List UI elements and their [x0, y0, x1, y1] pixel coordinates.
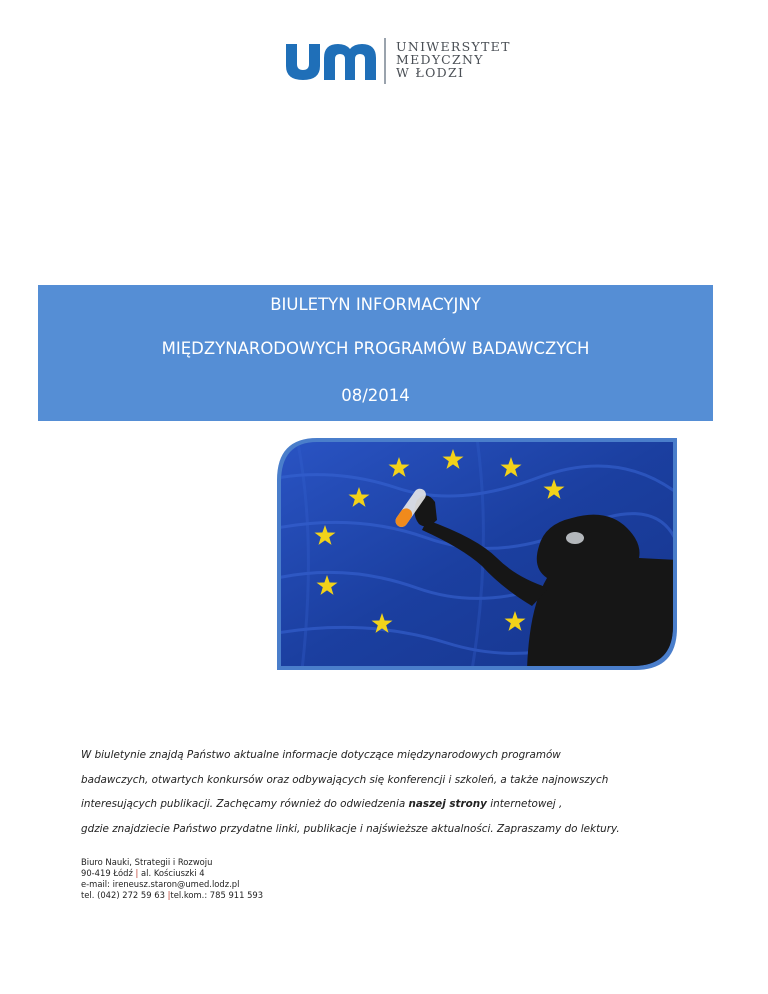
website-link[interactable]: naszej strony — [408, 798, 487, 810]
logo-divider — [384, 38, 386, 84]
office-name: Biuro Nauki, Strategii i Rozwoju — [81, 857, 213, 867]
banner-issue-date: 08/2014 — [341, 386, 410, 405]
intro-line: badawczych, otwartych konkursów oraz odbywających się konferencji i szkoleń, a także najnowszych — [81, 773, 609, 786]
university-logo — [286, 38, 526, 86]
banner-subtitle: MIĘDZYNARODOWYCH PROGRAMÓW BADAWCZYCH — [161, 339, 590, 358]
separator: | — [167, 890, 171, 900]
logo-line-2: MEDYCZNY — [396, 52, 484, 67]
intro-paragraph — [81, 743, 701, 841]
title-banner — [38, 285, 713, 421]
logo-line-1: UNIWERSYTET — [396, 39, 511, 54]
um-logo-icon — [286, 44, 378, 80]
postcode: 90-419 Łódź — [81, 868, 133, 878]
intro-text: internetowej , — [486, 798, 563, 810]
intro-line: gdzie znajdziecie Państwo przydatne linki, publikacje i najświeższe aktualności. Zapraszamy do lektury. — [81, 822, 620, 835]
banner-title: BIULETYN INFORMACYJNY — [270, 295, 481, 314]
logo-line-3: W ŁODZI — [396, 65, 465, 80]
intro-line: W biuletynie znajdą Państwo aktualne informacje dotyczące międzynarodowych programów — [81, 749, 561, 761]
phone: tel. (042) 272 59 63 — [81, 890, 165, 900]
intro-text: interesujących publikacji. Zachęcamy również do odwiedzenia — [81, 798, 409, 810]
logo-wordmark — [396, 40, 511, 79]
separator: | — [135, 868, 139, 878]
email-address[interactable]: e-mail: ireneusz.staron@umed.lodz.pl — [81, 879, 240, 889]
address — [81, 868, 263, 879]
intro-line — [81, 792, 701, 817]
contact-block — [81, 857, 263, 901]
phone-numbers — [81, 890, 263, 901]
eu-flag-scientist-photo — [277, 438, 677, 670]
mobile-phone: tel.kom.: 785 911 593 — [170, 890, 264, 900]
street: al. Kościuszki 4 — [141, 868, 205, 878]
